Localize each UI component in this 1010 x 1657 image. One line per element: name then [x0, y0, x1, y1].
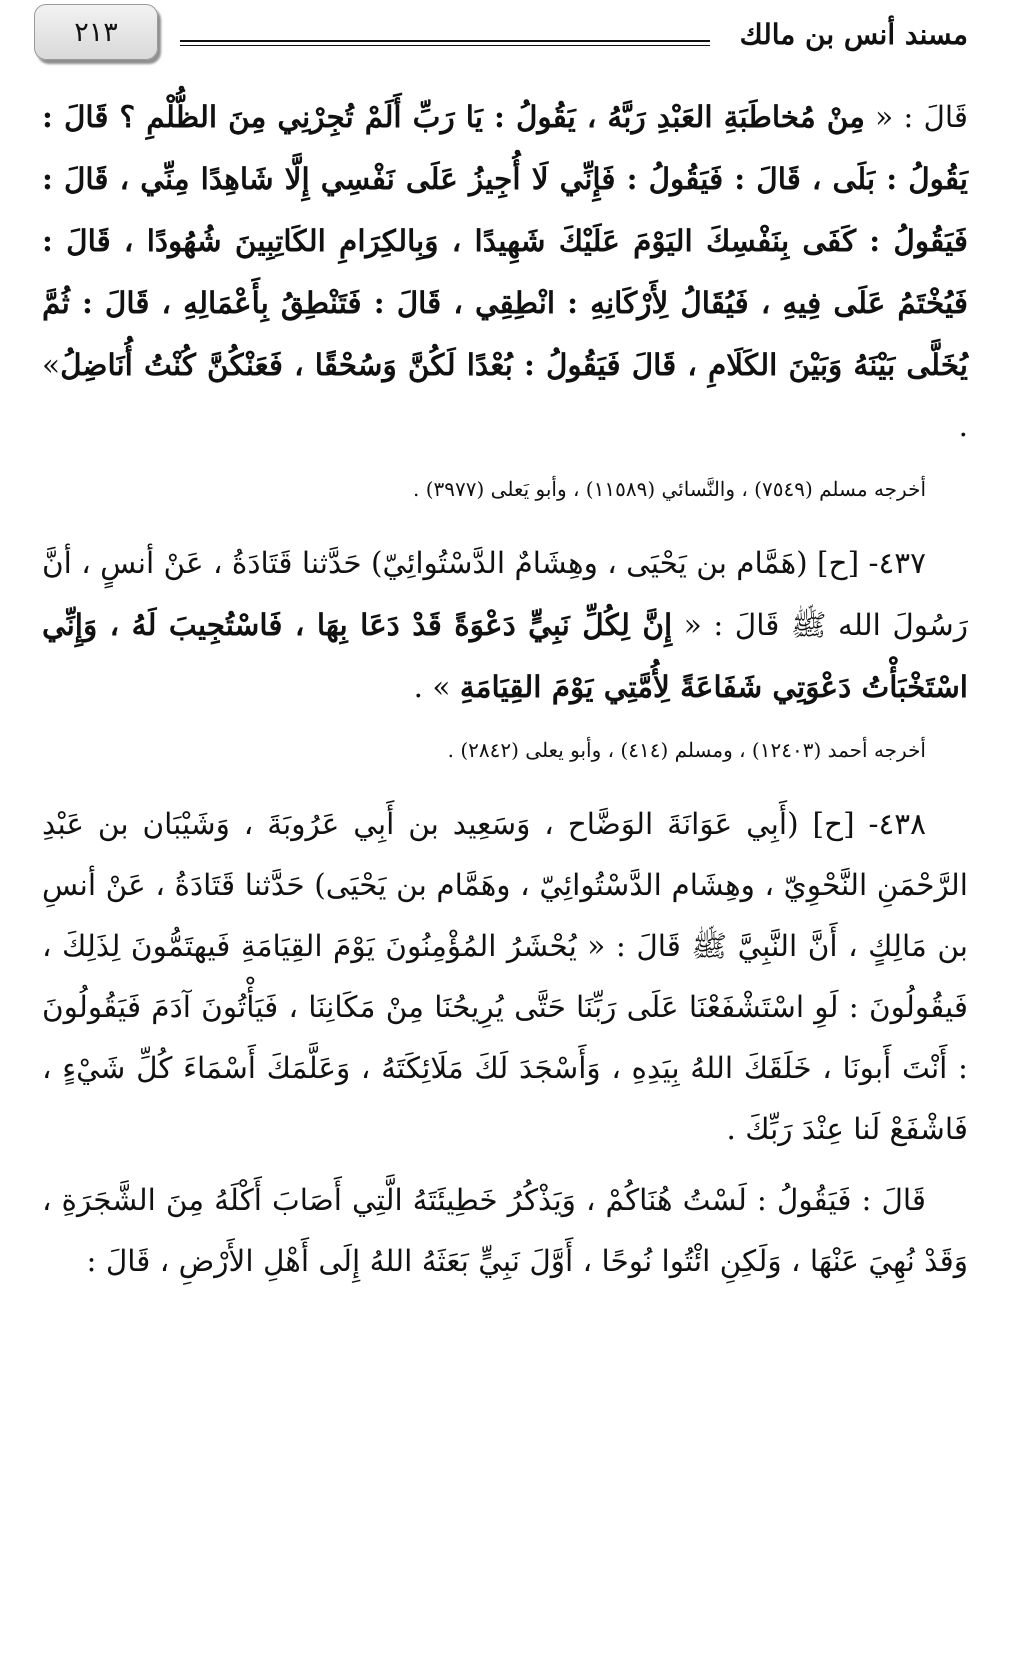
- hadith-438-continuation: قَالَ : فَيَقُولُ : لَسْتُ هُنَاكُمْ ، وَيَذْكُرُ خَطِيئَتَهُ الَّتِي أَصَابَ أَكْلَهُ مِنَ الشَّجَرَةِ ، وَقَدْ نُهِيَ عَنْهَا ، وَلَكِنِ ائْتُوا نُوحًا ، أَوَّلَ نَبِيٍّ بَعَثَهُ اللهُ إِلَى أَهْلِ الأَرْضِ ، قَالَ :: [42, 1183, 968, 1278]
- header-rule: [180, 40, 710, 46]
- hadith-tail: » .: [413, 670, 460, 704]
- hadith-lead: ٤٣٧- [ح] (هَمَّام بن يَحْيَى ، وهِشَامٌ الدَّسْتُوائِيّ) حَدَّثنا قَتَادَةُ ، عَنْ أنسٍ ، أنَّ رَسُولَ الله ﷺ قَالَ : «: [42, 546, 968, 642]
- book-title: مسند أنس بن مالك: [739, 18, 968, 51]
- hadith-438-intro: ٤٣٨- [ح] (أَبِي عَوَانَةَ الوَضَّاح ، وَسَعِيد بن أَبِي عَرُوبَةَ ، وَشَيْبَان بن عَبْدِ الرَّحْمَنِ النَّحْوِيّ ، وهِشَام الدَّسْتُوائِيّ ، وهَمَّام بن يَحْيَى) حَدَّثنا قَتَادَةُ ، عَنْ أنسِ بن مَالِكٍ ، أَنَّ النَّبِيَّ ﷺ قَالَ : « يُحْشَرُ المُؤْمِنُونَ يَوْمَ القِيَامَةِ فَيهتَمُّونَ لِذَلِكَ ، فَيقُولُونَ : لَوِ اسْتَشْفَعْنَا عَلَى رَبِّنَا حَتَّى يُرِيحُنَا مِنْ مَكَانِنَا ، فَيَأْتُونَ آدَمَ فَيَقُولُونَ : أَنْتَ أَبونَا ، خَلَقَكَ اللهُ بِيَدِهِ ، وَأَسْجَدَ لَكَ مَلَائِكَتَهُ ، وَعَلَّمَكَ أَسْمَاءَ كُلِّ شَيْءٍ ، فَاشْفَعْ لَنا عِنْدَ رَبِّكَ .: [42, 807, 968, 1146]
- hadith-lead: قَالَ : «: [864, 100, 968, 134]
- page-number: ٢١٣: [74, 16, 118, 48]
- hadith-tail: » .: [42, 348, 968, 443]
- hadith-matn: مِنْ مُخاطَبَةِ العَبْدِ رَبَّهُ ، يَقُولُ : يَا رَبِّ أَلَمْ تُجِرْنِي مِنَ الظُّلْمِ ؟ قَالَ : يَقُولُ : بَلَى ، قَالَ : فَيَقُولُ : فَإِنِّي لَا أُجِيزُ عَلَى نَفْسِي إِلَّا شَاهِدًا مِنِّي ، قَالَ : فَيَقُولُ : كَفَى بِنَفْسِكَ اليَوْمَ عَلَيْكَ شَهِيدًا ، وَبِالكِرَامِ الكَاتِبِينَ شُهُودًا ، قَالَ : فَيُخْتَمُ عَلَى فِيهِ ، فَيُقَالُ لِأَرْكَانِهِ : انْطِقِي ، قَالَ : فَتَنْطِقُ بِأَعْمَالِهِ ، قَالَ : ثُمَّ يُخَلَّى بَيْنَهُ وَبَيْنَ الكَلَامِ ، قَالَ فَيَقُولُ : بُعْدًا لَكُنَّ وَسُحْقًا ، فَعَنْكُنَّ كُنْتُ أُنَاضِلُ: [42, 99, 968, 382]
- page-body: [42, 86, 968, 1292]
- citation-436: أخرجه مسلم (٧٥٤٩) ، والنَّسائي (١١٥٨٩) ، وأبو يَعلى (٣٩٧٧) .: [413, 477, 926, 501]
- page-header: [0, 0, 1010, 60]
- hadith-matn: إِنَّ لِكُلِّ نَبِيٍّ دَعْوَةً قَدْ دَعَا بِهَا ، فَاسْتُجِيبَ لَهُ ، وَإِنِّي اسْتَخْبَأْتُ دَعْوَتِي شَفَاعَةً لِأُمَّتِي يَوْمَ القِيَامَةِ: [42, 607, 968, 704]
- hadith-436-continuation: [42, 86, 968, 457]
- page-number-badge: [34, 4, 158, 60]
- citation-437: أخرجه أحمد (١٢٤٠٣) ، ومسلم (٤١٤) ، وأبو يعلى (٢٨٤٢) .: [447, 738, 926, 762]
- hadith-437: [42, 533, 968, 718]
